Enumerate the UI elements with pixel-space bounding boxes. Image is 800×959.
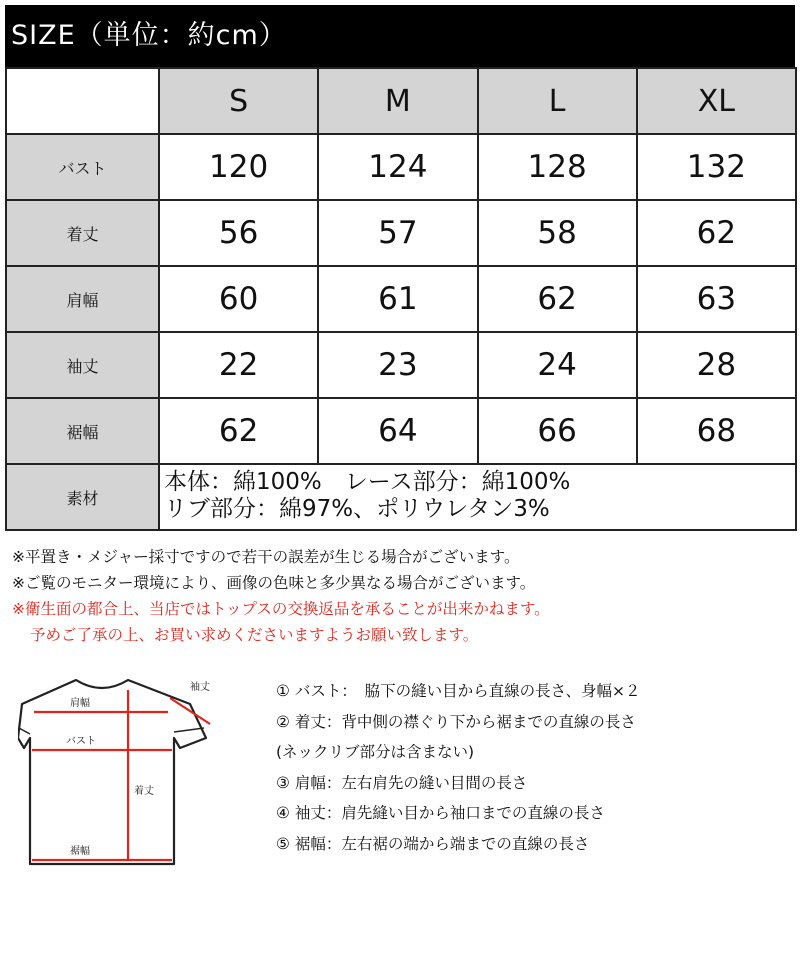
size-table [5,67,797,531]
size-header: M [318,68,477,134]
header-title: SIZE（単位：約cm） [11,20,287,51]
row-label: 着丈 [6,200,159,266]
material-line-1: 本体：綿100% レース部分：綿100% [164,469,571,495]
table-row-material [6,464,796,530]
table-cell: 57 [318,200,477,266]
table-cell: 63 [637,266,796,332]
table-cell: 66 [478,398,637,464]
table-row-bust [6,134,796,200]
table-cell: 132 [637,134,796,200]
measurement-legend [276,676,796,859]
table-cell: 62 [478,266,637,332]
table-cell: 22 [159,332,318,398]
note-line: ※平置き・メジャー採寸ですので若干の誤差が生じる場合がございます。 [12,548,520,566]
size-header: L [478,68,637,134]
legend-item: (ネックリブ部分は含まない) [276,743,475,761]
size-header: XL [637,68,796,134]
table-cell: 62 [159,398,318,464]
row-label: 裾幅 [6,398,159,464]
tshirt-diagram [18,668,228,868]
note-line-warning: ※衛生面の都合上、当店ではトップスの交換返品を承ることが出来かねます。 [12,600,550,618]
diagram-label-shoulder: 肩幅 [70,698,90,709]
tshirt-outline [18,680,206,864]
table-cell: 68 [637,398,796,464]
note-line: ※ご覧のモニター環境により、画像の色味と多少異なる場合がございます。 [12,574,536,592]
table-row-length [6,200,796,266]
table-cell: 62 [637,200,796,266]
table-cell: 128 [478,134,637,200]
row-label: 肩幅 [6,266,159,332]
diagram-label-sleeve: 袖丈 [190,682,210,693]
legend-item: ④ 袖丈：肩先縫い目から袖口までの直線の長さ [276,804,605,822]
legend-item: ② 着丈：背中側の襟ぐり下から裾までの直線の長さ [276,712,636,731]
table-cell: 58 [478,200,637,266]
legend-item: ⑤ 裾幅：左右裾の端から端までの直線の長さ [276,834,590,853]
size-header-row [6,68,796,134]
table-cell: 60 [159,266,318,332]
row-label: バスト [6,134,159,200]
table-row-shoulder [6,266,796,332]
size-header: S [159,68,318,134]
table-cell: 64 [318,398,477,464]
material-line-2: リブ部分：綿97%、ポリウレタン3% [164,496,550,522]
table-cell: 124 [318,134,477,200]
note-line-warning: 予めご了承の上、お買い求めくださいますようお願い致します。 [30,626,479,644]
row-label: 袖丈 [6,332,159,398]
row-label: 素材 [6,464,159,530]
material-cell [159,464,796,530]
diagram-label-hem: 裾幅 [70,846,90,857]
diagram-label-bust: バスト [66,736,96,747]
table-cell: 23 [318,332,477,398]
table-cell: 120 [159,134,318,200]
table-row-hem [6,398,796,464]
table-cell: 61 [318,266,477,332]
table-cell: 56 [159,200,318,266]
table-cell: 28 [637,332,796,398]
notes [12,544,792,648]
corner-cell [6,68,159,134]
diagram-label-length: 着丈 [134,786,154,797]
size-chart-header [5,5,795,67]
table-row-sleeve [6,332,796,398]
table-cell: 24 [478,332,637,398]
legend-item: ① バスト： 脇下の縫い目から直線の長さ、身幅×２ [276,682,641,700]
legend-item: ③ 肩幅：左右肩先の縫い目間の長さ [276,773,528,792]
